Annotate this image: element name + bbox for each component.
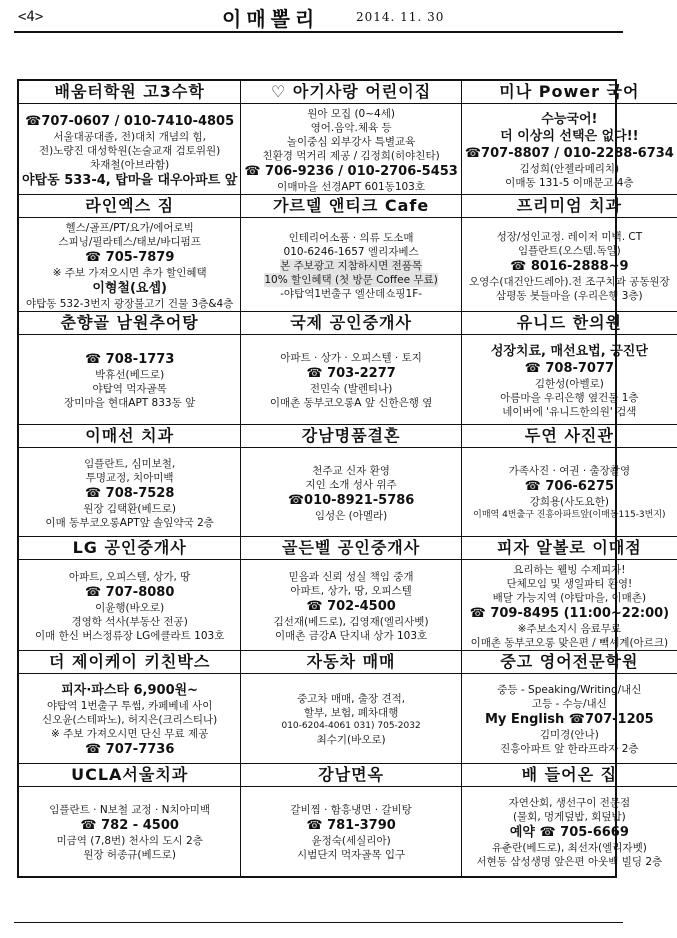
ad-line: 박휴선(베드로) bbox=[95, 369, 165, 382]
ad-line: ☎ 708-1773 bbox=[84, 352, 175, 368]
ad-body bbox=[462, 787, 677, 877]
ad-title: 라인엑스 짐 bbox=[19, 195, 240, 218]
ad-title: LG 공인중개사 bbox=[19, 537, 240, 560]
ad-title: 중고 영어전문학원 bbox=[462, 651, 677, 674]
ad-line: 전)노량진 대성학원(논술교재 검토위원) bbox=[39, 144, 221, 157]
ad-line: 임플란트 · N보철 교정 · N치아미백 bbox=[49, 804, 211, 817]
ad-line: 아파트, 상가, 땅, 오피스텔 bbox=[290, 585, 412, 597]
ad-title: 강남면옥 bbox=[241, 764, 461, 787]
ad-box bbox=[462, 312, 677, 425]
ad-line: 경영학 석사(부동산 전공) bbox=[71, 616, 188, 628]
ad-line: ☎ 781-3790 bbox=[306, 818, 396, 834]
ad-line: (물회, 멍게덮밥, 회덮밥) bbox=[512, 811, 626, 824]
ad-line: 최수기(바오로) bbox=[316, 734, 386, 747]
ad-line: 야탑동 533-4, 탑마을 대우아파트 앞 bbox=[22, 172, 238, 188]
ad-line: 전민숙 (발렌티나) bbox=[309, 383, 393, 396]
ad-line: ☎ 707-7736 bbox=[84, 741, 175, 757]
ad-box bbox=[19, 764, 241, 877]
ad-body bbox=[241, 335, 461, 424]
ad-line: 유춘란(베드로), 최선자(엘리자벳) bbox=[491, 842, 647, 855]
ad-line: 아름마을 우리은행 옆건물 1층 bbox=[500, 391, 639, 404]
ad-line: 스피닝/필라테스/태보/바디펌프 bbox=[58, 236, 201, 248]
ad-title: 두연 사진관 bbox=[462, 425, 677, 448]
ad-line: 010-6246-1657 엘리자베스 bbox=[283, 246, 419, 258]
ad-line: 신오윤(스테파노), 허지은(크리스티나) bbox=[42, 713, 218, 726]
ad-body bbox=[19, 335, 240, 424]
ad-line: 김한성(아벨로) bbox=[534, 377, 604, 390]
ad-body bbox=[19, 104, 240, 194]
ad-box bbox=[241, 312, 462, 425]
ad-line: 이매촌 동부코오롱A 앞 신한은행 옆 bbox=[269, 397, 433, 410]
ad-line: My English ☎707-1205 bbox=[485, 712, 654, 728]
header-rule bbox=[14, 31, 623, 33]
ad-title: 더 제이케이 키친박스 bbox=[19, 651, 240, 674]
ad-line: 친환경 먹거리 제공 / 김정희(히야친타) bbox=[262, 150, 440, 162]
ad-line: 네이버에 '유니드한의원' 검색 bbox=[502, 405, 637, 418]
ad-box bbox=[462, 195, 677, 312]
ad-line: 아파트 · 상가 · 오피스텔 · 토지 bbox=[280, 352, 422, 365]
ad-line: ☎ 705-7879 bbox=[84, 250, 175, 265]
ad-line: 놀이중심 외부강사 특별교육 bbox=[286, 136, 416, 148]
ad-body bbox=[19, 448, 240, 537]
ad-title: ♡ 아기사랑 어린이집 bbox=[241, 81, 461, 104]
ad-line: 이매 한신 버스정류장 LG에클라트 103호 bbox=[34, 630, 225, 642]
ad-line: ☎ 703-2277 bbox=[306, 366, 396, 382]
ad-line: 삼평동 봇들마을 (우리은행 3층) bbox=[496, 289, 643, 302]
ad-line: 야탑역 1번출구 투썸, 카페베네 사이 bbox=[46, 699, 213, 712]
ad-line: ☎ 702-4500 bbox=[306, 599, 396, 614]
ad-line: 야탑역 먹자골목 bbox=[92, 383, 167, 396]
ad-title: 유니드 한의원 bbox=[462, 312, 677, 335]
ad-line: 가족사진 · 여권 · 출장촬영 bbox=[508, 465, 631, 478]
ad-title: 국제 공인중개사 bbox=[241, 312, 461, 335]
ad-title: 배움터학원 고3수학 bbox=[19, 81, 240, 104]
ad-box bbox=[19, 537, 241, 651]
ad-line: 단체모임 및 생일파티 환영! bbox=[506, 578, 633, 590]
ad-box bbox=[241, 81, 462, 195]
ad-box bbox=[19, 312, 241, 425]
ad-title: 자동차 매매 bbox=[241, 651, 461, 674]
ad-box bbox=[19, 651, 241, 764]
ad-grid bbox=[17, 79, 674, 878]
ad-line: 요리하는 웰빙 수제피자! bbox=[513, 564, 626, 576]
ad-box bbox=[241, 195, 462, 312]
ad-line: 야탑동 532-3번지 광장불고기 건물 3층&4층 bbox=[25, 298, 234, 310]
ad-line: 임성은 (아멜라) bbox=[314, 509, 388, 522]
ad-line: 김미경(안나) bbox=[539, 729, 599, 742]
ad-line: ☎ 708-7077 bbox=[524, 360, 615, 376]
ad-line: 원장 허종규(베드로) bbox=[83, 849, 176, 862]
ad-line: 시범단지 먹자골목 입구 bbox=[297, 849, 406, 862]
ad-body bbox=[462, 448, 677, 537]
ad-line: 더 이상의 선택은 없다!! bbox=[500, 129, 639, 144]
ad-line: ☎ 8016-2888~9 bbox=[510, 258, 629, 274]
ad-box bbox=[19, 195, 241, 312]
ad-box bbox=[19, 81, 241, 195]
ad-body bbox=[462, 560, 677, 650]
ad-line: 할부, 보험, 폐차대행 bbox=[303, 707, 399, 720]
ad-body bbox=[19, 787, 240, 877]
footer-rule bbox=[14, 922, 623, 923]
ad-line: 이매역 4번출구 진흥아파트앞(이매동115-3번지) bbox=[473, 510, 666, 521]
ad-line: 김선재(베드로), 김영재(엘리사벳) bbox=[273, 616, 429, 628]
ad-title: UCLA서울치과 bbox=[19, 764, 240, 787]
ad-line: 믿음과 신뢰 성실 책임 중개 bbox=[288, 571, 414, 583]
ad-line: 피자·파스타 6,900원~ bbox=[61, 682, 199, 698]
ad-line: ☎ 706-9236 / 010-2706-5453 bbox=[244, 164, 458, 179]
ad-line: 자연산회, 생선구이 전문점 bbox=[508, 797, 631, 810]
ad-line: 강희용(사도요한) bbox=[529, 496, 609, 509]
ad-line: 아파트, 오피스텔, 상가, 땅 bbox=[68, 571, 191, 583]
ad-line: 원장 김택환(베드로) bbox=[83, 502, 176, 515]
ad-line: 김성희(안젤라메리치) bbox=[519, 163, 620, 175]
ad-line: 성장치료, 매선요법, 공진단 bbox=[490, 343, 648, 359]
ad-line: 장미마을 현대APT 833동 앞 bbox=[64, 397, 196, 410]
ad-line: 이형철(요셉) bbox=[92, 281, 167, 296]
ad-box bbox=[241, 537, 462, 651]
ad-line: -야탑역1번출구 엘산데쇼핑1F- bbox=[280, 288, 423, 300]
ad-title: 배 들어온 집 bbox=[462, 764, 677, 787]
issue-date: 2014. 11. 30 bbox=[356, 10, 445, 24]
ad-body bbox=[462, 104, 677, 194]
page-header bbox=[0, 0, 635, 40]
ad-line: 본 주보광고 지참하시면 전품목 bbox=[280, 260, 423, 272]
ad-line: ※ 주보 가져오시면 추가 할인혜택 bbox=[52, 267, 207, 279]
ad-title: 이매선 치과 bbox=[19, 425, 240, 448]
ad-box bbox=[462, 425, 677, 538]
ad-body bbox=[241, 218, 461, 311]
ad-line: 서현동 삼성생명 앞은편 아웃백 빌딩 2층 bbox=[476, 856, 663, 869]
page-number: <4> bbox=[18, 9, 44, 25]
ad-body bbox=[241, 787, 461, 877]
ad-line: 원아 모집 (0~4세) bbox=[307, 108, 395, 120]
ad-title: 강남명품결혼 bbox=[241, 425, 461, 448]
ad-title: 미나 Power 국어 bbox=[462, 81, 677, 104]
ad-line: 차재철(아브라함) bbox=[90, 158, 170, 171]
ad-line: ☎ 709-8495 (11:00~22:00) bbox=[469, 606, 670, 621]
ad-line: 배달 가능지역 (야탑마을, 이매촌) bbox=[492, 592, 647, 604]
ad-line: 천주교 신자 환영 bbox=[312, 464, 390, 477]
ad-line: 임플란트(오스템.독일) bbox=[517, 244, 621, 257]
ad-line: 헬스/골프/PT/요가/에어로빅 bbox=[65, 222, 194, 234]
ad-title: 피자 알볼로 이매점 bbox=[462, 537, 677, 560]
ad-line: 미금역 (7,8번) 천사의 도시 2층 bbox=[56, 835, 203, 848]
ad-box bbox=[462, 651, 677, 764]
ad-body bbox=[241, 560, 461, 650]
ad-line: ※주보소지시 음료무료 bbox=[517, 623, 622, 635]
ad-line: ☎010-8921-5786 bbox=[287, 492, 415, 508]
ad-box bbox=[462, 764, 677, 877]
ad-body bbox=[462, 218, 677, 311]
bulletin-title: 이매뽈리 bbox=[222, 7, 320, 31]
ad-line: 이매마을 선경APT 601동103호 bbox=[277, 181, 426, 193]
ad-title: 골든벨 공인중개사 bbox=[241, 537, 461, 560]
ad-body bbox=[19, 560, 240, 650]
ad-box bbox=[19, 425, 241, 538]
ad-box bbox=[462, 537, 677, 651]
ad-line: 영어.음악.체육 등 bbox=[310, 122, 392, 134]
ad-box bbox=[241, 425, 462, 538]
ad-box bbox=[241, 764, 462, 877]
ad-line: 이윤행(바오로) bbox=[95, 602, 165, 614]
ad-line: 10% 할인혜택 (첫 방문 Coffee 무료) bbox=[264, 274, 438, 286]
ad-line: 인테리어소품 · 의류 도소매 bbox=[288, 232, 414, 244]
ad-title: 프리미엄 치과 bbox=[462, 195, 677, 218]
ad-line: ☎ 782 - 4500 bbox=[80, 818, 179, 834]
ad-line: 진흥아파트 앞 한라프라자 2층 bbox=[500, 743, 639, 756]
ad-line: 이매촌 금강A 단지내 상가 103호 bbox=[275, 630, 428, 642]
ad-body bbox=[19, 218, 240, 311]
ad-line: ☎707-0607 / 010-7410-4805 bbox=[25, 113, 235, 129]
ad-body bbox=[241, 448, 461, 537]
ad-title: 춘향골 남원추어탕 bbox=[19, 312, 240, 335]
ad-body bbox=[241, 104, 461, 194]
ad-line: 오영수(대건안드레아).전 조구치과 공동원장 bbox=[468, 275, 670, 288]
ad-line: ☎707-8807 / 010-2288-6734 bbox=[464, 146, 674, 161]
ad-body bbox=[462, 674, 677, 763]
ad-box bbox=[462, 81, 677, 195]
ad-line: 지인 소개 성사 위주 bbox=[305, 478, 397, 491]
ad-line: 010-6204-4061 031) 705-2032 bbox=[281, 721, 421, 732]
ad-line: 중등 - Speaking/Writing/내신 bbox=[497, 684, 642, 697]
ad-line: ☎ 708-7528 bbox=[84, 485, 175, 501]
ad-line: 성장/성인교정. 레이저 미백. CT bbox=[496, 230, 643, 243]
ad-line: 임플란트, 심미보철, bbox=[84, 457, 176, 470]
ad-body bbox=[462, 335, 677, 424]
ad-body bbox=[241, 674, 461, 763]
ad-box bbox=[241, 651, 462, 764]
ad-body bbox=[19, 674, 240, 763]
ad-line: 서울대공대졸, 전)대치 개념의 힘, bbox=[53, 130, 206, 143]
ad-line: ※ 주보 가져오시면 단신 무료 제공 bbox=[50, 727, 209, 740]
ad-line: ☎ 706-6275 bbox=[524, 479, 615, 495]
ad-line: 이매 동부코오롱APT앞 솔잎약국 2층 bbox=[45, 516, 214, 529]
ad-line: 윤정숙(세실리아) bbox=[311, 835, 391, 848]
ad-line: 갈비찜 · 함흥냉면 · 갈비탕 bbox=[290, 804, 412, 817]
ad-title: 가르델 앤티크 Cafe bbox=[241, 195, 461, 218]
ad-line: 고등 - 수능/내신 bbox=[531, 698, 607, 711]
ad-line: 이매동 131-5 이매문고 4층 bbox=[505, 177, 634, 189]
ad-line: 투명교정, 치아미백 bbox=[85, 471, 174, 484]
ad-line: 중고차 매매, 출장 견적, bbox=[297, 693, 406, 706]
ad-line: 수능국어! bbox=[541, 112, 598, 127]
ad-line: ☎ 707-8080 bbox=[84, 585, 175, 600]
ad-line: 예약 ☎ 705-6669 bbox=[509, 825, 629, 841]
ad-line: 이매촌 동부코오롱 맞은편 / 빽셰계(아르크) bbox=[470, 637, 669, 649]
